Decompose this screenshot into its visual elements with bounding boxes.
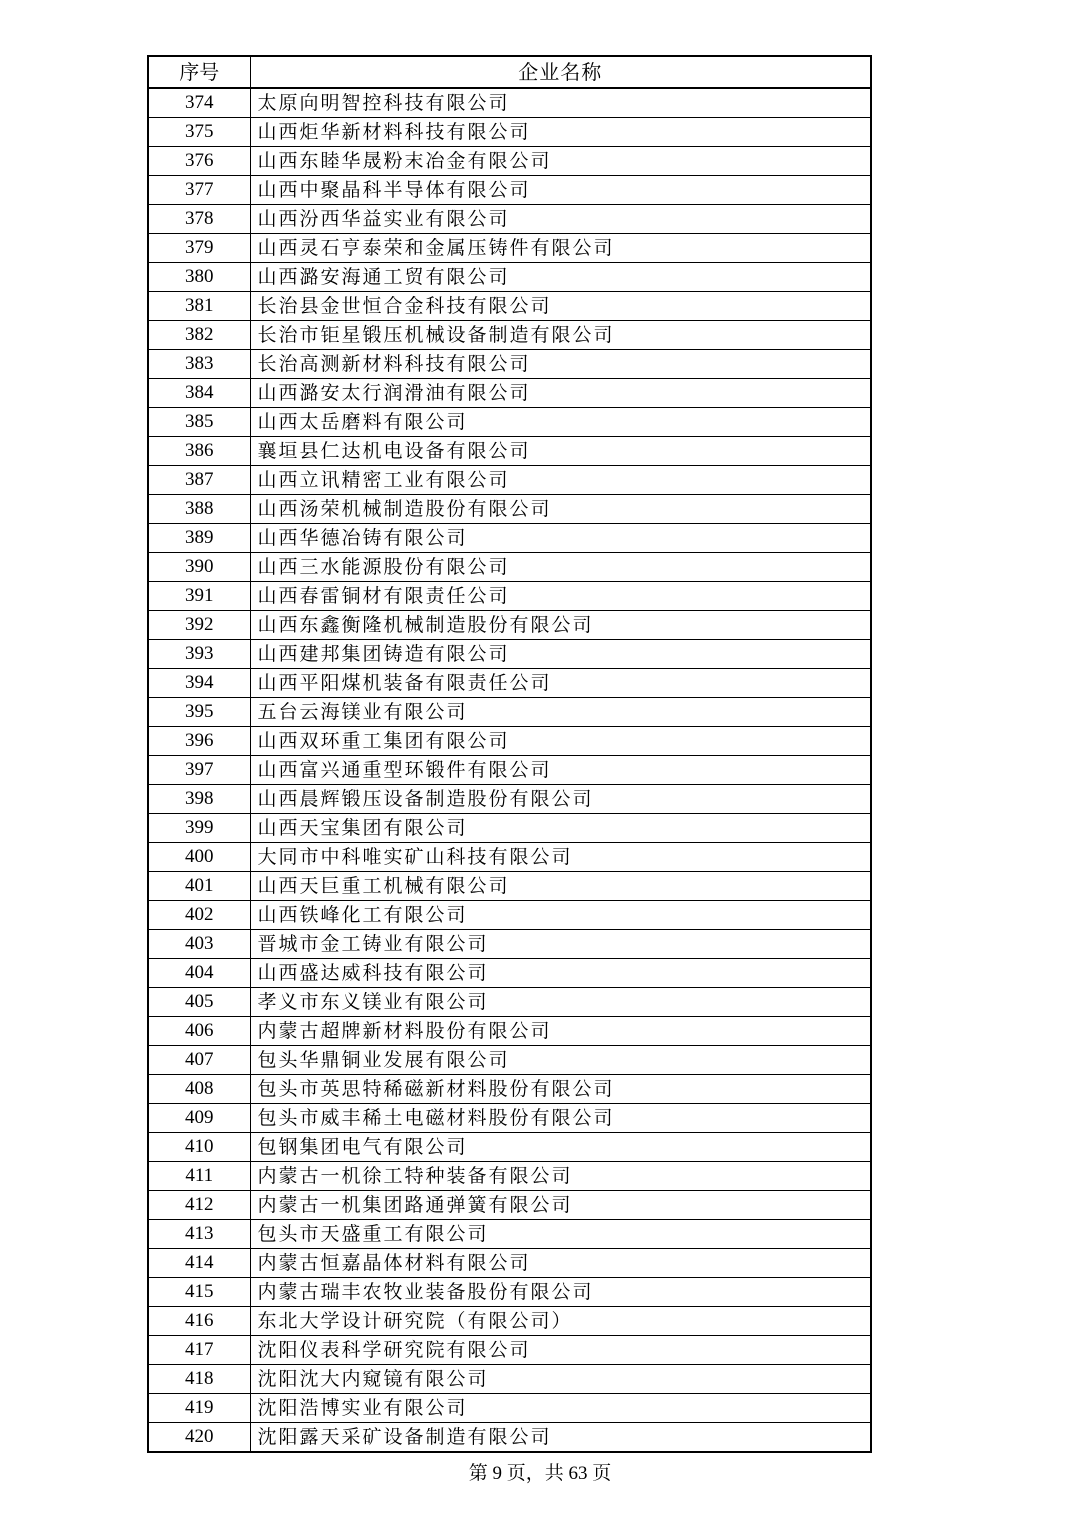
serial-number-cell: 405: [148, 988, 250, 1017]
serial-number-cell: 406: [148, 1017, 250, 1046]
serial-number-cell: 415: [148, 1278, 250, 1307]
company-name-cell: 沈阳仪表科学研究院有限公司: [250, 1336, 871, 1365]
serial-number-cell: 381: [148, 292, 250, 321]
table-row: [148, 350, 871, 379]
table-row: [148, 176, 871, 205]
company-name-cell: 内蒙古一机集团路通弹簧有限公司: [250, 1191, 871, 1220]
enterprise-table: [147, 55, 872, 1453]
company-name-cell: 山西潞安海通工贸有限公司: [250, 263, 871, 292]
table-row: [148, 147, 871, 176]
table-row: [148, 437, 871, 466]
company-name-cell: 山西灵石亨泰荣和金属压铸件有限公司: [250, 234, 871, 263]
table-row: [148, 1336, 871, 1365]
serial-number-cell: 420: [148, 1423, 250, 1453]
company-name-cell: 山西盛达威科技有限公司: [250, 959, 871, 988]
serial-number-cell: 407: [148, 1046, 250, 1075]
table-row: [148, 959, 871, 988]
serial-number-cell: 377: [148, 176, 250, 205]
table-row: [148, 1220, 871, 1249]
table-row: [148, 234, 871, 263]
table-header-row: [148, 56, 871, 88]
company-name-cell: 内蒙古超牌新材料股份有限公司: [250, 1017, 871, 1046]
serial-number-cell: 408: [148, 1075, 250, 1104]
table-row: [148, 118, 871, 147]
company-name-cell: 包头市英思特稀磁新材料股份有限公司: [250, 1075, 871, 1104]
company-name-cell: 襄垣县仁达机电设备有限公司: [250, 437, 871, 466]
serial-number-cell: 384: [148, 379, 250, 408]
serial-number-cell: 397: [148, 756, 250, 785]
table-row: [148, 495, 871, 524]
serial-number-cell: 393: [148, 640, 250, 669]
serial-number-cell: 402: [148, 901, 250, 930]
serial-number-cell: 388: [148, 495, 250, 524]
company-name-cell: 大同市中科唯实矿山科技有限公司: [250, 843, 871, 872]
company-name-cell: 山西三水能源股份有限公司: [250, 553, 871, 582]
company-name-cell: 太原向明智控科技有限公司: [250, 88, 871, 118]
company-name-cell: 长治高测新材料科技有限公司: [250, 350, 871, 379]
company-name-cell: 山西中聚晶科半导体有限公司: [250, 176, 871, 205]
company-name-cell: 包头市天盛重工有限公司: [250, 1220, 871, 1249]
serial-number-cell: 395: [148, 698, 250, 727]
company-name-cell: 长治县金世恒合金科技有限公司: [250, 292, 871, 321]
serial-number-cell: 375: [148, 118, 250, 147]
company-name-cell: 山西潞安太行润滑油有限公司: [250, 379, 871, 408]
company-name-cell: 山西东鑫衡隆机械制造股份有限公司: [250, 611, 871, 640]
table-row: [148, 1162, 871, 1191]
company-name-cell: 山西双环重工集团有限公司: [250, 727, 871, 756]
table-row: [148, 814, 871, 843]
serial-number-cell: 416: [148, 1307, 250, 1336]
table-row: [148, 1133, 871, 1162]
company-name-cell: 山西汾西华益实业有限公司: [250, 205, 871, 234]
serial-number-cell: 398: [148, 785, 250, 814]
page-footer: 第 9 页，共 63 页: [468, 1463, 612, 1484]
company-name-cell: 孝义市东义镁业有限公司: [250, 988, 871, 1017]
company-name-cell: 内蒙古瑞丰农牧业装备股份有限公司: [250, 1278, 871, 1307]
table-row: [148, 988, 871, 1017]
serial-number-cell: 401: [148, 872, 250, 901]
header-company-name: 企业名称: [250, 56, 871, 88]
serial-number-cell: 400: [148, 843, 250, 872]
table-row: [148, 698, 871, 727]
table-row: [148, 321, 871, 350]
serial-number-cell: 383: [148, 350, 250, 379]
company-name-cell: 五台云海镁业有限公司: [250, 698, 871, 727]
company-name-cell: 山西晨辉锻压设备制造股份有限公司: [250, 785, 871, 814]
company-name-cell: 山西铁峰化工有限公司: [250, 901, 871, 930]
serial-number-cell: 376: [148, 147, 250, 176]
table-row: [148, 466, 871, 495]
serial-number-cell: 382: [148, 321, 250, 350]
company-name-cell: 内蒙古一机徐工特种装备有限公司: [250, 1162, 871, 1191]
table-row: [148, 843, 871, 872]
serial-number-cell: 387: [148, 466, 250, 495]
serial-number-cell: 390: [148, 553, 250, 582]
company-name-cell: 山西建邦集团铸造有限公司: [250, 640, 871, 669]
company-name-cell: 包头市威丰稀土电磁材料股份有限公司: [250, 1104, 871, 1133]
serial-number-cell: 396: [148, 727, 250, 756]
table-row: [148, 582, 871, 611]
table-row: [148, 640, 871, 669]
table-row: [148, 1104, 871, 1133]
serial-number-cell: 414: [148, 1249, 250, 1278]
table-row: [148, 292, 871, 321]
company-name-cell: 山西东睦华晟粉末冶金有限公司: [250, 147, 871, 176]
table-row: [148, 785, 871, 814]
serial-number-cell: 404: [148, 959, 250, 988]
serial-number-cell: 385: [148, 408, 250, 437]
table-row: [148, 1046, 871, 1075]
serial-number-cell: 412: [148, 1191, 250, 1220]
company-name-cell: 山西太岳磨料有限公司: [250, 408, 871, 437]
serial-number-cell: 389: [148, 524, 250, 553]
serial-number-cell: 409: [148, 1104, 250, 1133]
serial-number-cell: 378: [148, 205, 250, 234]
table-row: [148, 756, 871, 785]
table-row: [148, 611, 871, 640]
serial-number-cell: 417: [148, 1336, 250, 1365]
table-row: [148, 1394, 871, 1423]
table-row: [148, 205, 871, 234]
table-row: [148, 1365, 871, 1394]
header-serial-number: 序号: [148, 56, 250, 88]
serial-number-cell: 399: [148, 814, 250, 843]
company-name-cell: 沈阳沈大内窥镜有限公司: [250, 1365, 871, 1394]
serial-number-cell: 380: [148, 263, 250, 292]
table-row: [148, 872, 871, 901]
serial-number-cell: 391: [148, 582, 250, 611]
serial-number-cell: 410: [148, 1133, 250, 1162]
table-row: [148, 1017, 871, 1046]
table-row: [148, 727, 871, 756]
table-row: [148, 1278, 871, 1307]
serial-number-cell: 413: [148, 1220, 250, 1249]
company-name-cell: 沈阳露天采矿设备制造有限公司: [250, 1423, 871, 1453]
company-name-cell: 长治市钜星锻压机械设备制造有限公司: [250, 321, 871, 350]
table-row: [148, 1075, 871, 1104]
table-row: [148, 669, 871, 698]
company-name-cell: 山西华德冶铸有限公司: [250, 524, 871, 553]
table-row: [148, 553, 871, 582]
company-name-cell: 包头华鼎铜业发展有限公司: [250, 1046, 871, 1075]
company-name-cell: 山西立讯精密工业有限公司: [250, 466, 871, 495]
serial-number-cell: 403: [148, 930, 250, 959]
company-name-cell: 晋城市金工铸业有限公司: [250, 930, 871, 959]
table-row: [148, 930, 871, 959]
company-name-cell: 山西富兴通重型环锻件有限公司: [250, 756, 871, 785]
company-name-cell: 山西天巨重工机械有限公司: [250, 872, 871, 901]
serial-number-cell: 392: [148, 611, 250, 640]
company-name-cell: 东北大学设计研究院（有限公司）: [250, 1307, 871, 1336]
table-row: [148, 88, 871, 118]
serial-number-cell: 374: [148, 88, 250, 118]
company-name-cell: 内蒙古恒嘉晶体材料有限公司: [250, 1249, 871, 1278]
serial-number-cell: 394: [148, 669, 250, 698]
table-row: [148, 524, 871, 553]
company-name-cell: 沈阳浩博实业有限公司: [250, 1394, 871, 1423]
table-row: [148, 901, 871, 930]
table-row: [148, 1307, 871, 1336]
serial-number-cell: 379: [148, 234, 250, 263]
company-name-cell: 山西春雷铜材有限责任公司: [250, 582, 871, 611]
table-row: [148, 1191, 871, 1220]
table-row: [148, 1249, 871, 1278]
company-name-cell: 山西炬华新材料科技有限公司: [250, 118, 871, 147]
serial-number-cell: 386: [148, 437, 250, 466]
table-row: [148, 1423, 871, 1453]
company-name-cell: 山西平阳煤机装备有限责任公司: [250, 669, 871, 698]
table-row: [148, 263, 871, 292]
serial-number-cell: 419: [148, 1394, 250, 1423]
serial-number-cell: 418: [148, 1365, 250, 1394]
company-name-cell: 包钢集团电气有限公司: [250, 1133, 871, 1162]
serial-number-cell: 411: [148, 1162, 250, 1191]
table-row: [148, 379, 871, 408]
table-row: [148, 408, 871, 437]
company-name-cell: 山西汤荣机械制造股份有限公司: [250, 495, 871, 524]
company-name-cell: 山西天宝集团有限公司: [250, 814, 871, 843]
